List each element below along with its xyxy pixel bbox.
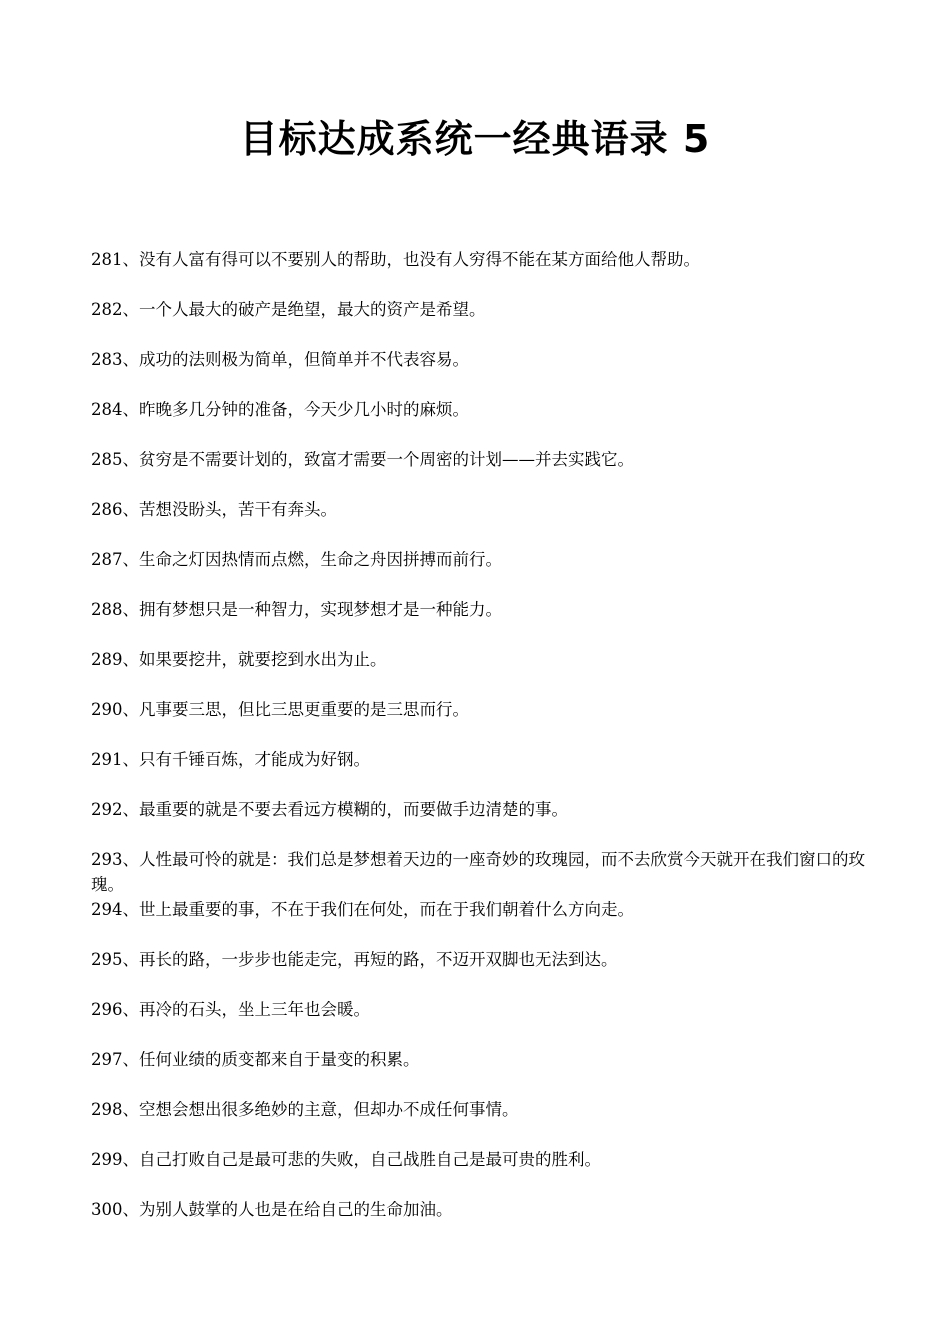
quote-item: 289、如果要挖井，就要挖到水出为止。 [91, 650, 387, 669]
quote-item: 283、成功的法则极为简单，但简单并不代表容易。 [91, 350, 469, 369]
quote-item: 296、再冷的石头，坐上三年也会暖。 [91, 1000, 370, 1019]
quote-item: 281、没有人富有得可以不要别人的帮助，也没有人穷得不能在某方面给他人帮助。 [91, 250, 700, 269]
quote-item: 298、空想会想出很多绝妙的主意，但却办不成任何事情。 [91, 1100, 519, 1119]
document-title: 目标达成系统一经典语录 5 [239, 117, 711, 161]
quote-item: 299、自己打败自己是最可悲的失败，自己战胜自己是最可贵的胜利。 [91, 1150, 601, 1169]
quote-item: 290、凡事要三思，但比三思更重要的是三思而行。 [91, 700, 469, 719]
quote-item: 285、贫穷是不需要计划的，致富才需要一个周密的计划——并去实践它。 [91, 450, 634, 469]
quote-item: 292、最重要的就是不要去看远方模糊的，而要做手边清楚的事。 [91, 800, 568, 819]
quote-item: 297、任何业绩的质变都来自于量变的积累。 [91, 1050, 420, 1069]
quote-item: 294、世上最重要的事，不在于我们在何处，而在于我们朝着什么方向走。 [91, 900, 634, 919]
quote-item: 293、人性最可怜的就是：我们总是梦想着天边的一座奇妙的玫瑰园，而不去欣赏今天就开在我们窗口的玫瑰。 [91, 850, 865, 894]
quote-item: 291、只有千锤百炼，才能成为好钢。 [91, 750, 370, 769]
quote-item: 286、苦想没盼头，苦干有奔头。 [91, 500, 337, 519]
quote-item: 287、生命之灯因热情而点燃，生命之舟因拼搏而前行。 [91, 550, 502, 569]
quote-item: 288、拥有梦想只是一种智力，实现梦想才是一种能力。 [91, 600, 502, 619]
quote-item: 295、再长的路，一步步也能走完，再短的路，不迈开双脚也无法到达。 [91, 950, 618, 969]
quote-item: 300、为别人鼓掌的人也是在给自己的生命加油。 [91, 1200, 453, 1219]
quote-item: 284、昨晚多几分钟的准备，今天少几小时的麻烦。 [91, 400, 469, 419]
quote-list [91, 247, 866, 1247]
quote-item: 282、一个人最大的破产是绝望，最大的资产是希望。 [91, 300, 486, 319]
